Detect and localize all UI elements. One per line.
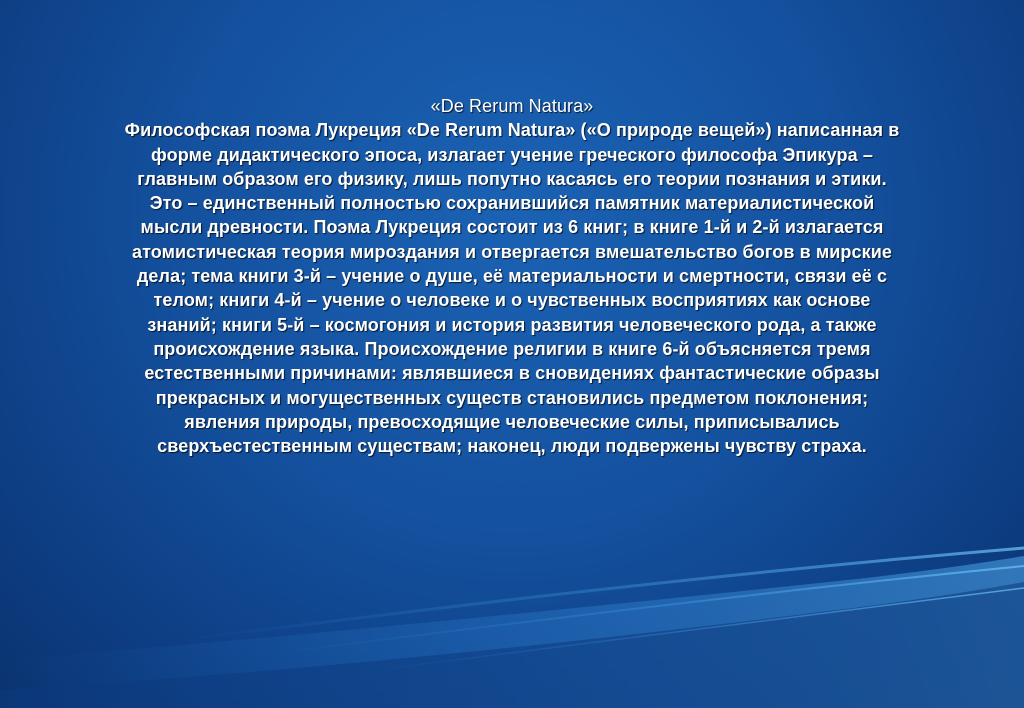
slide-title: «De Rerum Natura»	[430, 96, 594, 116]
slide-text	[120, 94, 904, 458]
slide-body: Философская поэма Лукреция «De Rerum Natura» («О природе вещей») написанная в форме дидактического эпоса, излагает учение греческого философа Эпикура – главным образом его физику, лишь попутно касаясь его теории познания и этики. Это – единственный полностью сохранившийся памятник материалистической мысли древности. Поэма Лукреция состоит из 6 книг; в книге 1-й и 2-й излагается атомистическая теория мироздания и отвергается вмешательство богов в мирские дела; тема книги 3-й – учение о душе, её материальности и смертности, связи её с телом; книги 4-й – учение о человеке и о чувственных восприятиях как основе знаний; книги 5-й – космогония и история развития человеческого рода, а также происхождение языка. Происхождение религии в книге 6-й объясняется тремя естественными причинами: являвшиеся в сновидениях фантастические образы прекрасных и могущественных существ становились предметом поклонения; явления природы, превосходящие человеческие силы, приписывались сверхъестественным существам; наконец, люди подвержены чувству страха.	[124, 120, 900, 457]
